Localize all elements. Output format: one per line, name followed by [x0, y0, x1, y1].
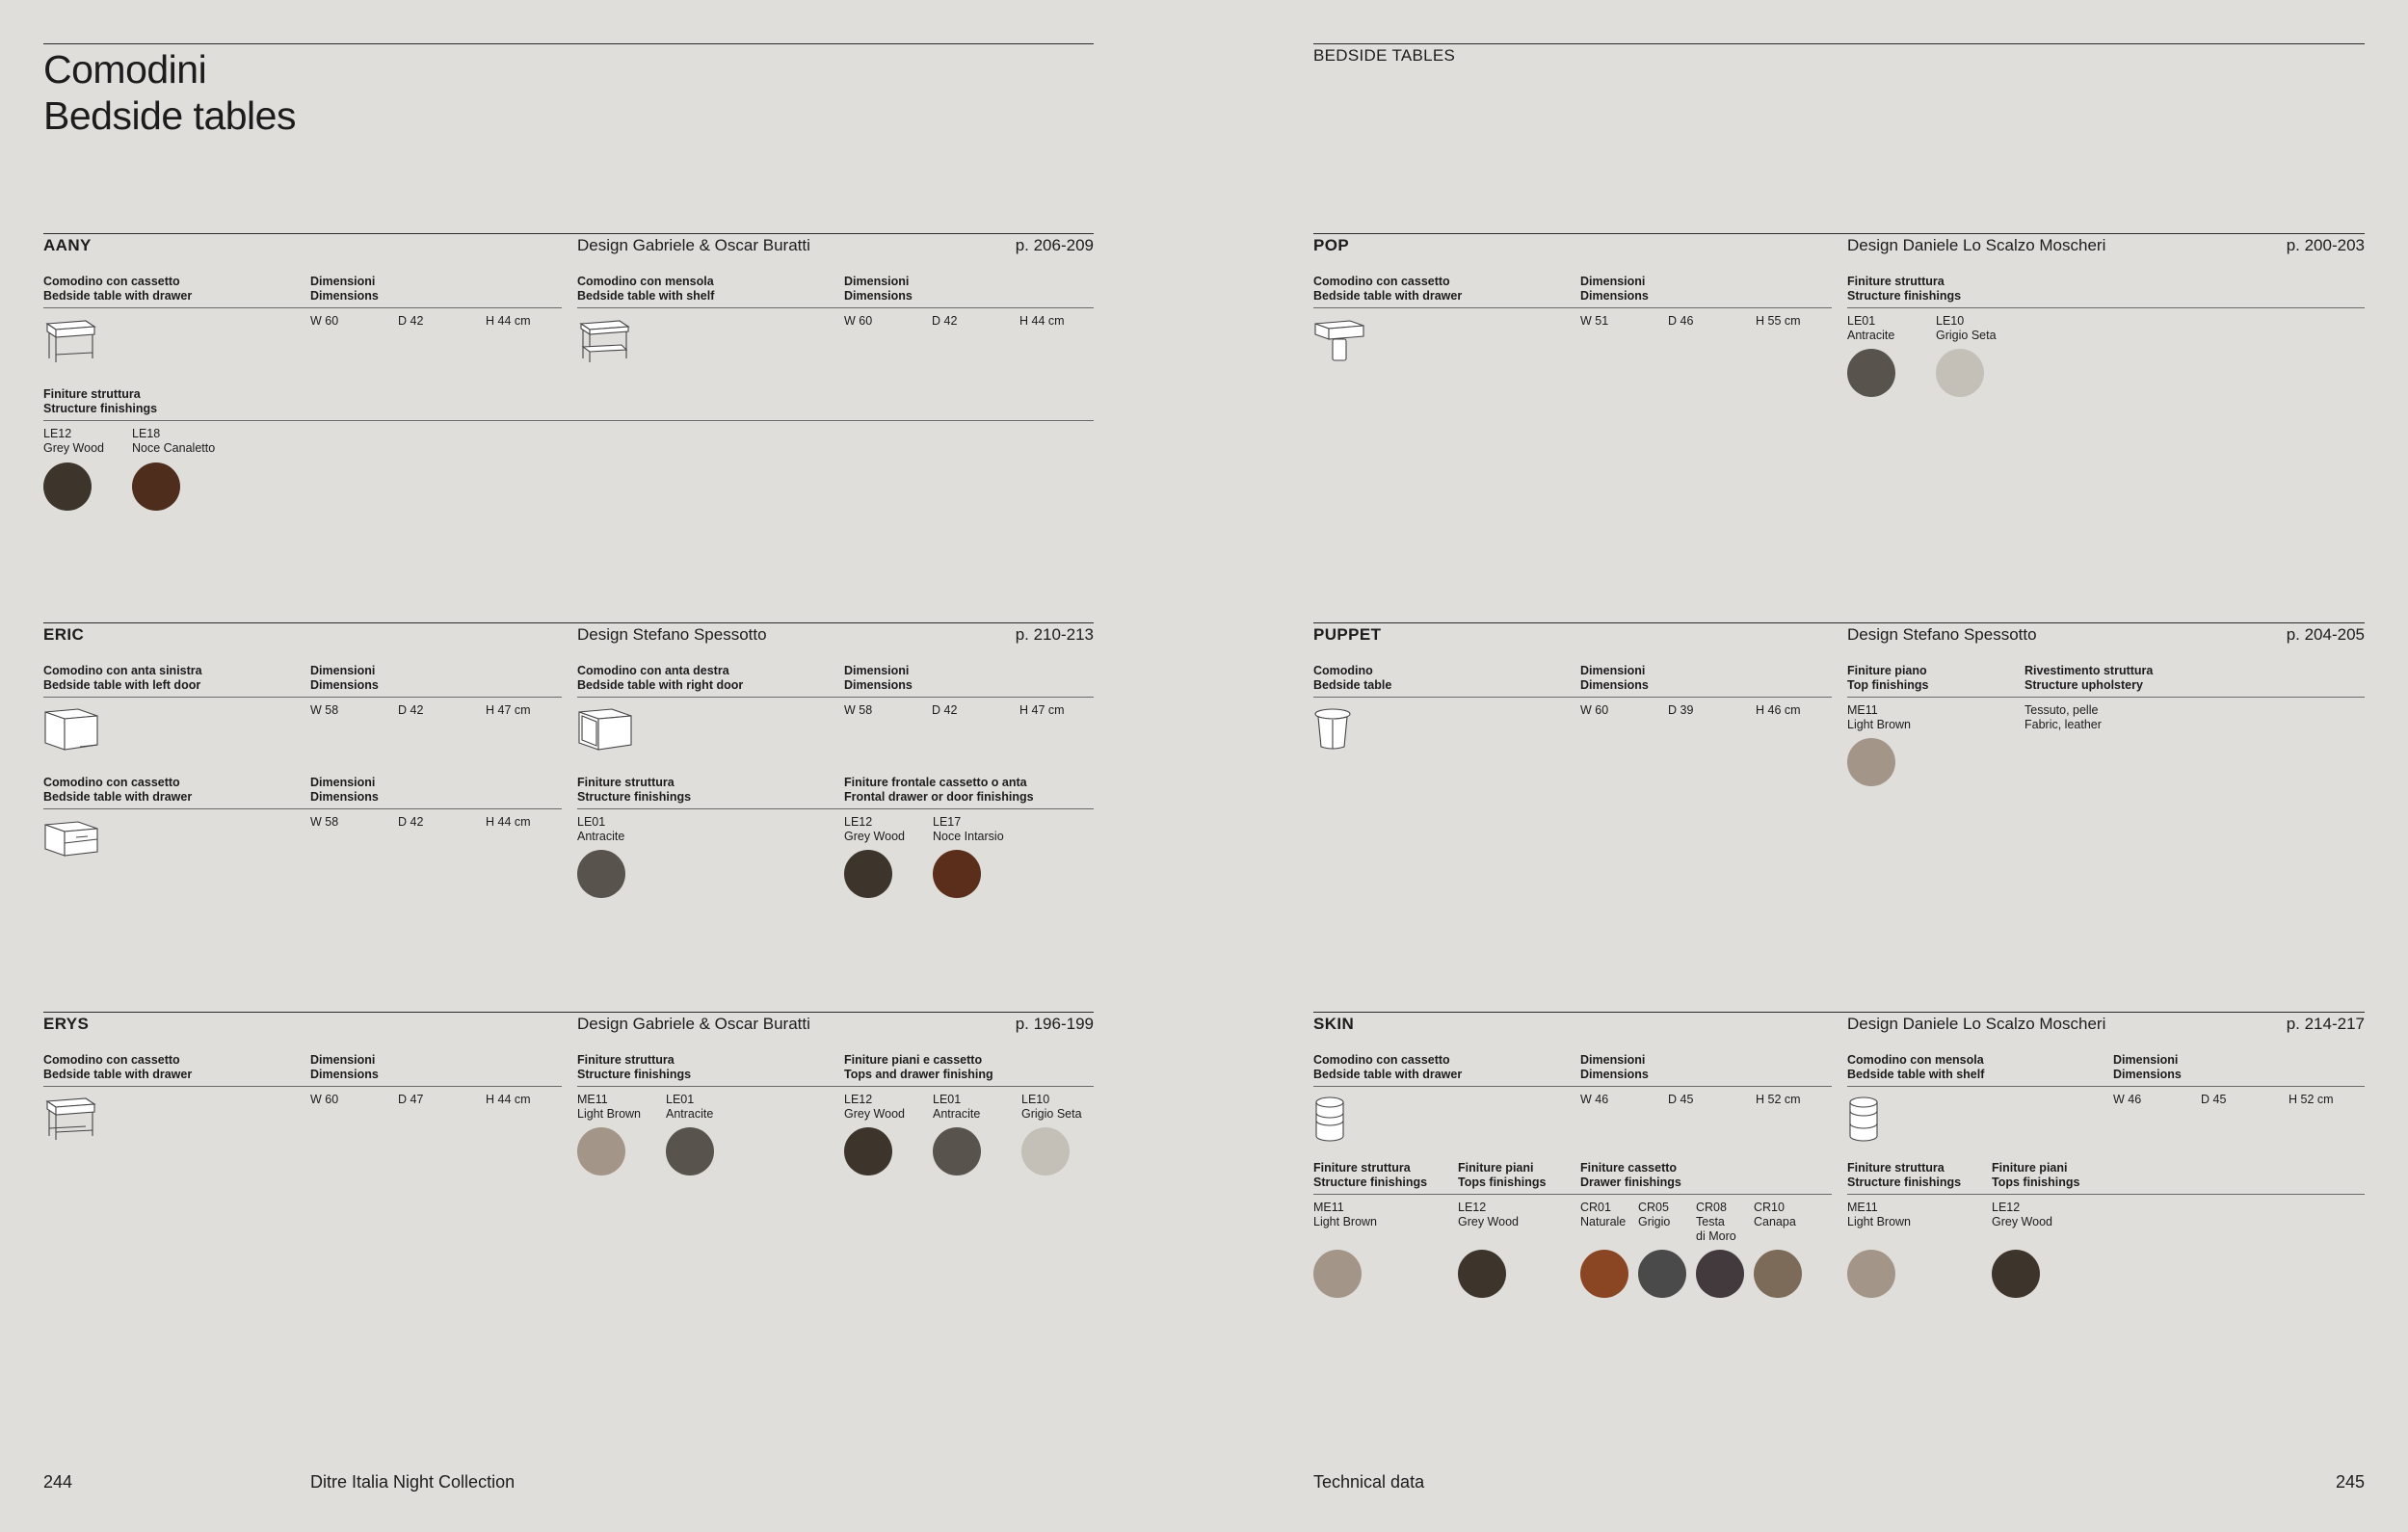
aany-p2-width: W 60	[844, 314, 873, 328]
swatch	[1754, 1250, 1802, 1298]
skin-b-tops-fin-1: LE12 Grey Wood	[1992, 1201, 2052, 1228]
table-drawer-icon	[43, 318, 97, 366]
eric-design: Design Stefano Spessotto	[577, 625, 767, 644]
erys-p1-label: Comodino con cassetto Bedside table with drawer	[43, 1053, 193, 1081]
swatch	[132, 462, 180, 511]
puppet-top-fin-1: ME11 Light Brown	[1847, 703, 1912, 731]
skin-name: SKIN	[1313, 1015, 1355, 1033]
swatch	[1580, 1250, 1628, 1298]
divider	[577, 808, 1094, 809]
eric-p3-dim-label: Dimensioni Dimensions	[310, 776, 379, 804]
erys-tops-fin-3: LE10 Grigio Seta	[1021, 1093, 1082, 1121]
swatch	[1936, 349, 1984, 397]
aany-p1-label: Comodino con cassetto Bedside table with drawer	[43, 275, 193, 303]
erys-pages: p. 196-199	[1015, 1015, 1094, 1033]
aany-fin-label: Finiture struttura Structure finishings	[43, 387, 158, 415]
aany-p1-width: W 60	[310, 314, 339, 328]
pop-p1-label: Comodino con cassetto Bedside table with drawer	[1313, 275, 1463, 303]
pop-fin-1: LE01 Antracite	[1847, 314, 1895, 342]
pop-fin-label: Finiture struttura Structure finishings	[1847, 275, 1962, 303]
divider	[43, 420, 1094, 421]
swatch	[1847, 1250, 1895, 1298]
skin-p2-label: Comodino con mensola Bedside table with shelf	[1847, 1053, 1985, 1081]
swatch	[43, 462, 92, 511]
divider	[1847, 1086, 2365, 1087]
pop-pages: p. 200-203	[2286, 236, 2365, 254]
erys-p1-dim-label: Dimensioni Dimensions	[310, 1053, 379, 1081]
skin-p1-depth: D 45	[1668, 1093, 1694, 1106]
pop-design: Design Daniele Lo Scalzo Moscheri	[1847, 236, 2106, 254]
erys-p1-width: W 60	[310, 1093, 339, 1106]
divider	[577, 307, 1094, 308]
aany-p1-depth: D 42	[398, 314, 424, 328]
table-drawer-frame-icon	[43, 1096, 97, 1144]
aany-p1-height: H 44 cm	[486, 314, 531, 328]
puppet-uph-label: Rivestimento struttura Structure upholstery	[2024, 664, 2154, 692]
swatch	[933, 850, 981, 898]
eric-struct-label: Finiture struttura Structure finishings	[577, 776, 692, 804]
erys-rule	[43, 1012, 1094, 1013]
divider	[43, 1086, 562, 1087]
eric-p3-height: H 44 cm	[486, 815, 531, 829]
aany-p2-depth: D 42	[932, 314, 958, 328]
skin-a-drawer-fin-2: CR05 Grigio	[1638, 1201, 1671, 1228]
skin-b-struct-label: Finiture struttura Structure finishings	[1847, 1161, 1962, 1189]
skin-a-drawer-fin-3: CR08 Testa di Moro	[1696, 1201, 1736, 1243]
pop-p1-depth: D 46	[1668, 314, 1694, 328]
puppet-name: PUPPET	[1313, 625, 1382, 644]
skin-a-tops-label: Finiture piani Tops finishings	[1458, 1161, 1547, 1189]
swatch	[1458, 1250, 1506, 1298]
aany-rule	[43, 233, 1094, 234]
aany-p1-dim-label: Dimensioni Dimensions	[310, 275, 379, 303]
top-rule-right	[1313, 43, 2365, 44]
swatch	[1021, 1127, 1070, 1175]
swatch	[1696, 1250, 1744, 1298]
skin-p2-dim-label: Dimensioni Dimensions	[2113, 1053, 2182, 1081]
right-page-number: 245	[2335, 1472, 2365, 1492]
skin-rule	[1313, 1012, 2365, 1013]
cube-left-door-icon	[43, 706, 99, 754]
skin-p1-label: Comodino con cassetto Bedside table with drawer	[1313, 1053, 1463, 1081]
divider	[43, 808, 562, 809]
eric-p2-width: W 58	[844, 703, 873, 717]
swatch	[1847, 738, 1895, 786]
puppet-p1-depth: D 39	[1668, 703, 1694, 717]
skin-a-struct-fin-1: ME11 Light Brown	[1313, 1201, 1378, 1228]
divider	[577, 697, 1094, 698]
swatch	[1847, 349, 1895, 397]
swatch	[1313, 1250, 1362, 1298]
eric-front-fin-2: LE17 Noce Intarsio	[933, 815, 1004, 843]
title-english: Bedside tables	[43, 93, 296, 138]
pop-fin-2: LE10 Grigio Seta	[1936, 314, 1997, 342]
section-header: BEDSIDE TABLES	[1313, 46, 1456, 65]
pop-p1-width: W 51	[1580, 314, 1609, 328]
erys-struct-fin-1: ME11 Light Brown	[577, 1093, 642, 1121]
aany-p2-height: H 44 cm	[1019, 314, 1065, 328]
swatch	[933, 1127, 981, 1175]
pop-p1-height: H 55 cm	[1756, 314, 1801, 328]
eric-p2-label: Comodino con anta destra Bedside table with right door	[577, 664, 744, 692]
eric-p2-height: H 47 cm	[1019, 703, 1065, 717]
skin-a-drawer-label: Finiture cassetto Drawer finishings	[1580, 1161, 1681, 1189]
divider	[577, 1086, 1094, 1087]
swatch	[577, 1127, 625, 1175]
pop-p1-dim-label: Dimensioni Dimensions	[1580, 275, 1649, 303]
erys-tops-fin-2: LE01 Antracite	[933, 1093, 981, 1121]
right-footer: Technical data	[1313, 1472, 1425, 1492]
erys-design: Design Gabriele & Oscar Buratti	[577, 1015, 810, 1033]
eric-name: ERIC	[43, 625, 85, 644]
skin-a-drawer-fin-4: CR10 Canapa	[1754, 1201, 1796, 1228]
skin-b-tops-label: Finiture piani Tops finishings	[1992, 1161, 2080, 1189]
swatch	[844, 850, 892, 898]
eric-pages: p. 210-213	[1015, 625, 1094, 644]
eric-front-label: Finiture frontale cassetto o anta Frontal drawer or door finishings	[844, 776, 1034, 804]
puppet-p1-dim-label: Dimensioni Dimensions	[1580, 664, 1649, 692]
skin-p1-width: W 46	[1580, 1093, 1609, 1106]
swatch	[577, 850, 625, 898]
divider	[1847, 307, 2365, 308]
divider	[1313, 697, 1832, 698]
puppet-p1-label: Comodino Bedside table	[1313, 664, 1392, 692]
eric-front-fin-1: LE12 Grey Wood	[844, 815, 905, 843]
skin-a-tops-fin-1: LE12 Grey Wood	[1458, 1201, 1519, 1228]
skin-p1-dim-label: Dimensioni Dimensions	[1580, 1053, 1649, 1081]
skin-p1-height: H 52 cm	[1756, 1093, 1801, 1106]
eric-p2-depth: D 42	[932, 703, 958, 717]
puppet-uph-value: Tessuto, pelle Fabric, leather	[2024, 703, 2102, 731]
aany-pages: p. 206-209	[1015, 236, 1094, 254]
pop-name: POP	[1313, 236, 1350, 254]
eric-p1-dim-label: Dimensioni Dimensions	[310, 664, 379, 692]
puppet-top-label: Finiture piano Top finishings	[1847, 664, 1929, 692]
puppet-rule	[1313, 622, 2365, 623]
table-shelf-icon	[577, 318, 631, 366]
divider	[1313, 307, 1832, 308]
eric-p1-label: Comodino con anta sinistra Bedside table with left door	[43, 664, 202, 692]
divider	[43, 307, 562, 308]
puppet-p1-width: W 60	[1580, 703, 1609, 717]
puppet-pages: p. 204-205	[2286, 625, 2365, 644]
swatch	[844, 1127, 892, 1175]
puppet-table-icon	[1313, 706, 1356, 753]
divider	[1847, 1194, 2365, 1195]
eric-rule	[43, 622, 1094, 623]
erys-tops-label: Finiture piani e cassetto Tops and drawer finishing	[844, 1053, 993, 1081]
skin-pages: p. 214-217	[2286, 1015, 2365, 1033]
cylinder-shelf-icon	[1847, 1096, 1882, 1144]
eric-p1-width: W 58	[310, 703, 339, 717]
pop-table-icon	[1313, 318, 1367, 366]
left-footer: Ditre Italia Night Collection	[310, 1472, 516, 1492]
eric-p1-depth: D 42	[398, 703, 424, 717]
skin-p2-height: H 52 cm	[2289, 1093, 2334, 1106]
aany-fin-1: LE12 Grey Wood	[43, 427, 104, 455]
aany-p2-label: Comodino con mensola Bedside table with shelf	[577, 275, 715, 303]
top-rule-left	[43, 43, 1094, 44]
erys-p1-height: H 44 cm	[486, 1093, 531, 1106]
pop-rule	[1313, 233, 2365, 234]
puppet-design: Design Stefano Spessotto	[1847, 625, 2037, 644]
cylinder-drawer-icon	[1313, 1096, 1348, 1144]
swatch	[1638, 1250, 1686, 1298]
divider	[1847, 697, 2365, 698]
swatch	[666, 1127, 714, 1175]
divider	[1313, 1086, 1832, 1087]
title-italian: Comodini	[43, 47, 207, 92]
eric-p1-height: H 47 cm	[486, 703, 531, 717]
eric-p3-width: W 58	[310, 815, 339, 829]
divider	[1313, 1194, 1832, 1195]
erys-tops-fin-1: LE12 Grey Wood	[844, 1093, 905, 1121]
aany-design: Design Gabriele & Oscar Buratti	[577, 236, 810, 254]
aany-p2-dim-label: Dimensioni Dimensions	[844, 275, 913, 303]
left-page-number: 244	[43, 1472, 73, 1492]
cube-right-door-icon	[577, 706, 633, 754]
skin-design: Design Daniele Lo Scalzo Moscheri	[1847, 1015, 2106, 1033]
erys-struct-label: Finiture struttura Structure finishings	[577, 1053, 692, 1081]
divider	[43, 697, 562, 698]
erys-name: ERYS	[43, 1015, 90, 1033]
aany-name: AANY	[43, 236, 92, 254]
eric-p3-depth: D 42	[398, 815, 424, 829]
eric-p2-dim-label: Dimensioni Dimensions	[844, 664, 913, 692]
page-title	[43, 46, 296, 139]
erys-p1-depth: D 47	[398, 1093, 424, 1106]
erys-struct-fin-2: LE01 Antracite	[666, 1093, 714, 1121]
puppet-p1-height: H 46 cm	[1756, 703, 1801, 717]
aany-fin-2: LE18 Noce Canaletto	[132, 427, 216, 455]
drawer-box-icon	[43, 819, 99, 861]
skin-a-drawer-fin-1: CR01 Naturale	[1580, 1201, 1627, 1228]
eric-p3-label: Comodino con cassetto Bedside table with drawer	[43, 776, 193, 804]
skin-p2-width: W 46	[2113, 1093, 2142, 1106]
swatch	[1992, 1250, 2040, 1298]
skin-p2-depth: D 45	[2201, 1093, 2227, 1106]
skin-b-struct-fin-1: ME11 Light Brown	[1847, 1201, 1912, 1228]
eric-struct-fin-1: LE01 Antracite	[577, 815, 625, 843]
skin-a-struct-label: Finiture struttura Structure finishings	[1313, 1161, 1428, 1189]
